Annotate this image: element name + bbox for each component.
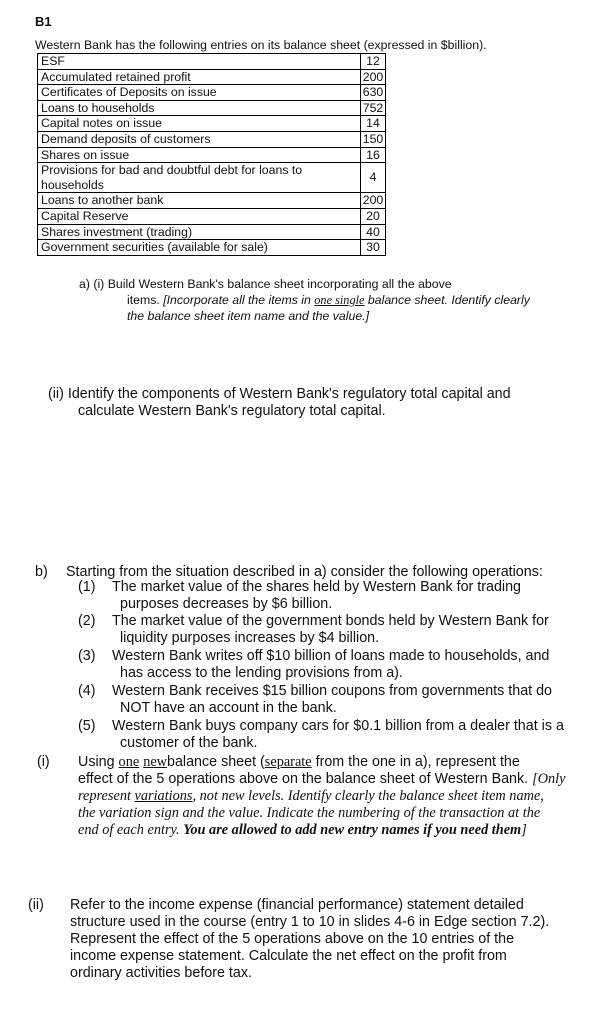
- part-b-intro: Starting from the situation described in a) consider the following operations:: [66, 564, 543, 580]
- entry-value: 12: [361, 54, 386, 70]
- entry-name: Capital notes on issue: [38, 116, 361, 132]
- operation-line1: Western Bank writes off $10 billion of loans made to households, and: [112, 648, 550, 664]
- part-b-i-l2-italic: [Only: [532, 771, 566, 787]
- entry-row: [38, 208, 386, 224]
- entry-value: 40: [361, 224, 386, 240]
- part-b-i-line5: [78, 822, 527, 839]
- operation-number: (1): [78, 579, 96, 595]
- part-b-i-line4: the variation sign and the value. Indicate the numbering of the transaction at the: [78, 805, 541, 821]
- operation-line1: Western Bank receives $15 billion coupons from governments that do: [112, 683, 552, 699]
- entry-row: [38, 240, 386, 256]
- question-number: B1: [35, 14, 52, 29]
- part-a-ii-line1: (ii) Identify the components of Western Bank's regulatory total capital and: [48, 386, 511, 402]
- operation-line2: has access to the lending provisions from a).: [120, 665, 403, 681]
- entry-value: 752: [361, 100, 386, 116]
- entry-row: [38, 100, 386, 116]
- operation-number: (5): [78, 718, 96, 734]
- part-b-i-text-b: balance sheet (: [167, 754, 265, 770]
- entry-name: Loans to another bank: [38, 193, 361, 209]
- entry-name: Provisions for bad and doubtful debt for loans to households: [38, 163, 361, 193]
- entry-name: Loans to households: [38, 100, 361, 116]
- entry-value: 200: [361, 69, 386, 85]
- part-a-ii-line2: calculate Western Bank's regulatory total capital.: [78, 403, 386, 419]
- question-intro: Western Bank has the following entries on its balance sheet (expressed in $billion).: [35, 38, 487, 52]
- entry-name: Capital Reserve: [38, 208, 361, 224]
- operation-line2: NOT have an account in the bank.: [120, 700, 337, 716]
- operation-number: (3): [78, 648, 96, 664]
- operation-number: (2): [78, 613, 96, 629]
- part-a-i-line2: [127, 292, 530, 309]
- entry-value: 14: [361, 116, 386, 132]
- part-a-i-line3: the balance sheet item name and the value.]: [127, 309, 369, 323]
- entry-row: [38, 131, 386, 147]
- part-b-i-text-c: from the one in a), represent the: [315, 754, 520, 770]
- entry-row: [38, 193, 386, 209]
- entry-row: [38, 163, 386, 193]
- part-b-i-line2: [78, 771, 565, 788]
- entry-name: Certificates of Deposits on issue: [38, 85, 361, 101]
- part-b-i-line1: [78, 754, 520, 771]
- part-b-ii-line: Refer to the income expense (financial performance) statement detailed: [70, 897, 524, 913]
- entry-value: 4: [361, 163, 386, 193]
- part-b-i-label: (i): [37, 754, 50, 770]
- part-b-i-underline-separate: separate: [264, 754, 312, 770]
- part-b-i-l3-a: represent: [78, 788, 131, 804]
- part-b-i-l3-underline: variations: [134, 788, 193, 804]
- part-a-i-instr-underlined: one single: [314, 293, 365, 307]
- part-a-i-line1: a) (i) Build Western Bank's balance sheet incorporating all the above: [79, 277, 452, 291]
- part-b-i-l3-b: , not new levels. Identify clearly the balance sheet item name,: [192, 788, 544, 804]
- entry-row: [38, 224, 386, 240]
- entry-value: 150: [361, 131, 386, 147]
- part-b-i-l5-a: end of each entry.: [78, 822, 180, 838]
- operation-line2: liquidity purposes increases by $4 billion.: [120, 630, 380, 646]
- part-b-ii-label: (ii): [28, 897, 44, 913]
- entry-row: [38, 54, 386, 70]
- operation-line1: Western Bank buys company cars for $0.1 billion from a dealer that is a: [112, 718, 564, 734]
- part-a-i-instr1: [Incorporate all the items in: [163, 293, 311, 307]
- part-b-i-underline-one: one: [118, 754, 140, 770]
- part-b-ii-line: structure used in the course (entry 1 to 10 in slides 4-6 in Edge section 7.2).: [70, 914, 550, 930]
- entry-value: 20: [361, 208, 386, 224]
- part-b-ii-line: income expense statement. Calculate the net effect on the profit from: [70, 948, 507, 964]
- entry-value: 630: [361, 85, 386, 101]
- part-b-label: b): [35, 564, 48, 580]
- entry-row: [38, 147, 386, 163]
- part-b-ii-line: Represent the effect of the 5 operations above on the 10 entries of the: [70, 931, 515, 947]
- part-a-i-instr2: balance sheet. Identify clearly: [367, 293, 530, 307]
- entry-value: 16: [361, 147, 386, 163]
- entry-name: Demand deposits of customers: [38, 131, 361, 147]
- operation-line2: customer of the bank.: [120, 735, 258, 751]
- operation-line2: purposes decreases by $6 billion.: [120, 596, 333, 612]
- entry-row: [38, 69, 386, 85]
- operation-line1: The market value of the shares held by Western Bank for trading: [112, 579, 521, 595]
- entry-value: 30: [361, 240, 386, 256]
- entry-value: 200: [361, 193, 386, 209]
- entry-name: Shares investment (trading): [38, 224, 361, 240]
- operation-number: (4): [78, 683, 96, 699]
- entry-row: [38, 85, 386, 101]
- operation-line1: The market value of the government bonds held by Western Bank for: [112, 613, 549, 629]
- part-b-i-l5-bold: You are allowed to add new entry names if you need them: [183, 822, 522, 838]
- part-a-i-items: items.: [127, 293, 160, 307]
- part-b-i-text-a: Using: [78, 754, 115, 770]
- entry-name: Shares on issue: [38, 147, 361, 163]
- part-b-i-underline-new: new: [143, 754, 168, 770]
- entry-name: Accumulated retained profit: [38, 69, 361, 85]
- entry-name: ESF: [38, 54, 361, 70]
- part-b-i-l2-text: effect of the 5 operations above on the balance sheet of Western Bank.: [78, 771, 529, 787]
- part-b-i-line3: [78, 788, 544, 805]
- part-b-ii-line: ordinary activities before tax.: [70, 965, 252, 981]
- entry-row: [38, 116, 386, 132]
- part-b-i-l5-c: ]: [521, 822, 527, 838]
- balance-sheet-entries-table: [37, 53, 386, 256]
- entry-name: Government securities (available for sale): [38, 240, 361, 256]
